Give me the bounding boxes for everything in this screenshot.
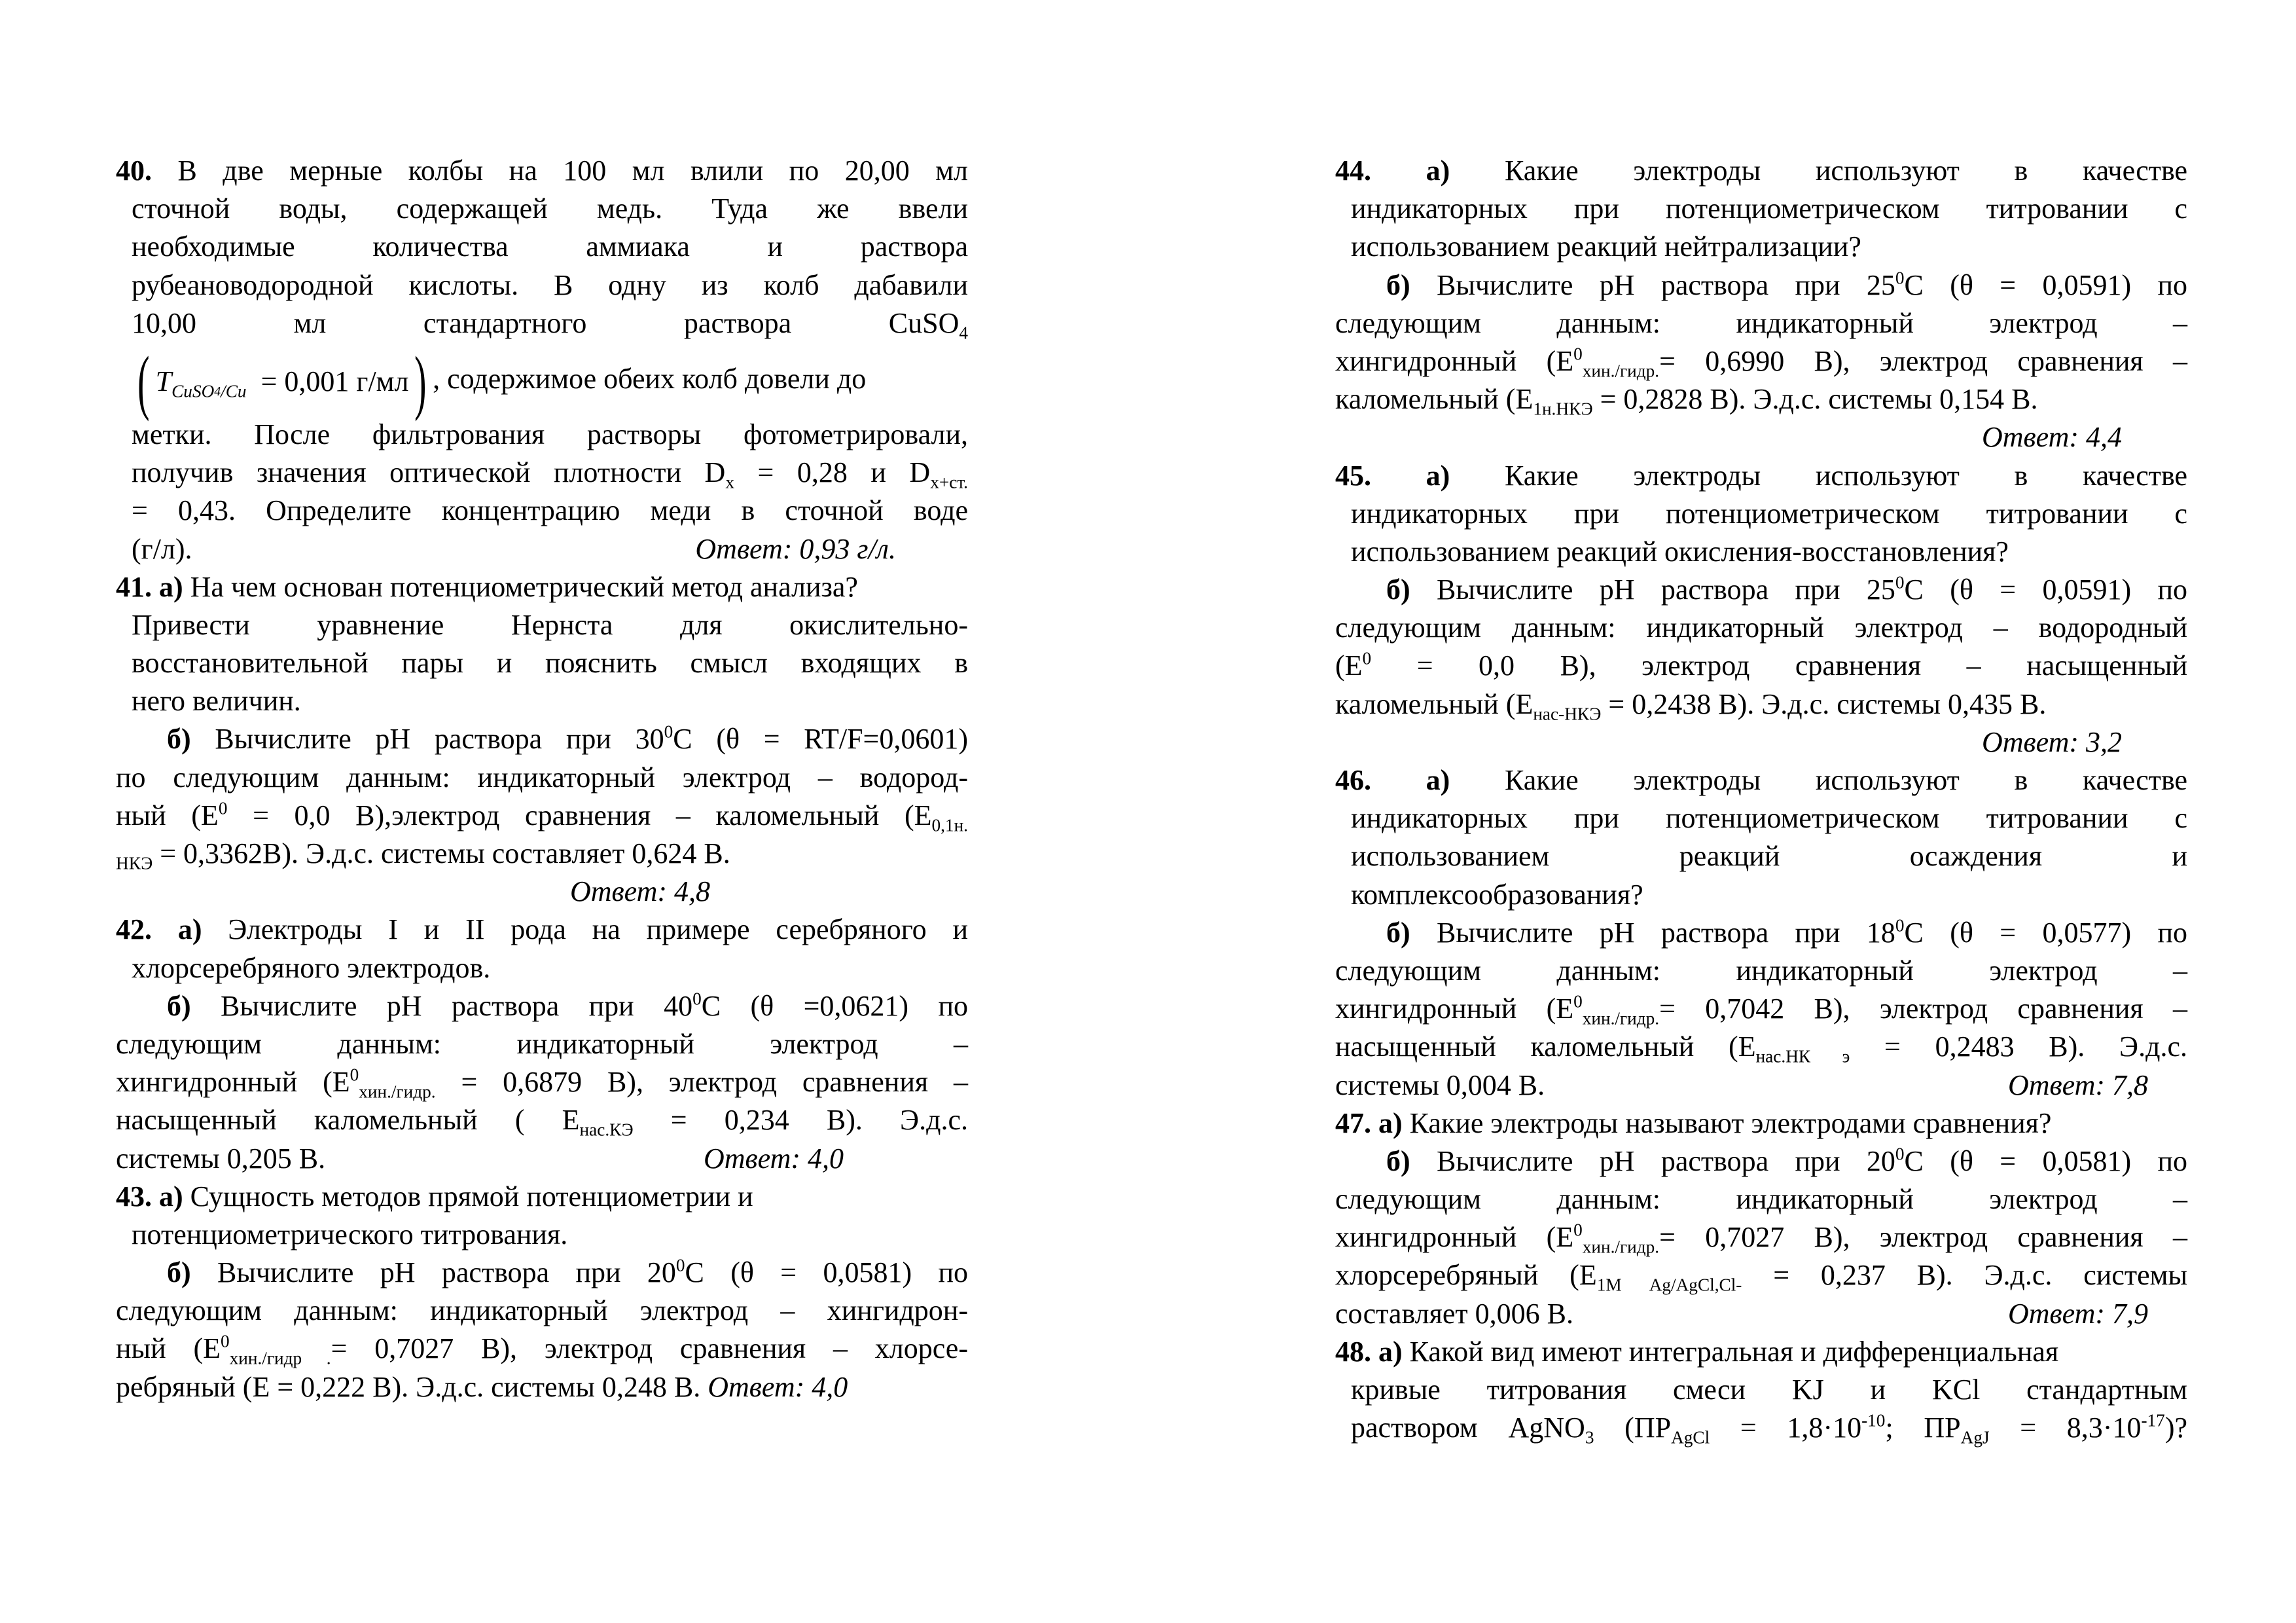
problem-44: 44. а) Какие электроды используют в качестве индикаторных при потенциометрическом титровании с использованием реакций нейтрализации? б) Вычислите pH раствора при $25^0C$ (θ = 0,0591) по следующим данным: индикаторный электрод – хингидронный ($E^0_{хин./гидр.}= 0,6990$ В), электрод сравнения – каломельный ($E_{1н.НКЭ} = 0,2828$ В). Э.д.с. системы 0,154 В. Ответ: 4,4 bbox=[1335, 152, 2187, 457]
problem-41: 41. а) На чем основан потенциометрический метод анализа? Привести уравнение Нернста для окислительно- восстановительной пары и пояснить смысл входящих в него величин. б) Вычислите pH раствора при $30^0C$ (θ = RT/F=0,0601) по следующим данным: индикаторный электрод – водород- ный ($E^0 = 0,0$ В),электрод сравнения – каломельный ($E_{0,1н.}$ $_{НКЭ}$ = 0,3362В). Э.д.с. системы составляет 0,624 В. Ответ: 4,8 bbox=[116, 568, 968, 911]
answer-41: Ответ: 4,8 bbox=[569, 875, 711, 908]
problem-47: 47. а) Какие электроды называют электродами сравнения? б) Вычислите pH раствора при $20^0C$ (θ = 0,0581) по следующим данным: индикаторный электрод – хингидронный ($E^0_{хин./гидр.}= 0,7027$ В), электрод сравнения – хлорсеребряный ($E_{1M Ag/AgCl,Cl-} = 0,237$ В). Э.д.с. системы составляет 0,006 В. Ответ: 7,9 bbox=[1335, 1104, 2187, 1333]
problem-48: 48. а) Какой вид имеют интегральная и дифференциальная кривые титрования смеси KJ и KCl стандартным раствором AgNO$_3$ ($ПР_{AgCl} = 1,8\cdot 10^{-10}$; $ПР_{AgJ} = 8,3\cdot 10^{-17}$)? bbox=[1335, 1335, 2188, 1448]
problem-45: 45. а) Какие электроды используют в качестве индикаторных при потенциометрическом титровании с использованием реакций окисления-восстановления? б) Вычислите pH раствора при $25^0C$ (θ = 0,0591) по следующим данным: индикаторный электрод – водородный ($E^0 = 0,0$ В), электрод сравнения – насыщенный каломельный ($E_{нас-НКЭ} = 0,2438$ В). Э.д.с. системы 0,435 В. Ответ: 3,2 bbox=[1335, 457, 2187, 762]
problem-46: 46. а) Какие электроды используют в качестве индикаторных при потенциометрическом титровании с использованием реакций осаждения и комплексообразования? б) Вычислите pH раствора при $18^0C$ (θ = 0,0577) по следующим данным: индикаторный электрод – хингидронный ($E^0_{хин./гидр.}= 0,7042$ В), электрод сравнения – насыщенный каломельный ($E_{нас.НК э} = 0,2483$ В). Э.д.с. системы 0,004 В. Ответ: 7,8 bbox=[1335, 761, 2187, 1104]
answer-46: Ответ: 7,8 bbox=[2007, 1068, 2148, 1101]
answer-40: Ответ: 0,93 г/л. bbox=[695, 532, 896, 565]
titer-formula: $T_{CuSO4/Cu} = 0,001$ г/мл bbox=[155, 365, 409, 401]
left-column bbox=[116, 152, 968, 1406]
answer-45: Ответ: 3,2 bbox=[1981, 725, 2122, 758]
answer-47: Ответ: 7,9 bbox=[2007, 1297, 2148, 1330]
formula-line: ( $T_{CuSO4/Cu} = 0,001$ г/мл) , содержимое обеих колб довели до bbox=[137, 341, 867, 422]
answer-44: Ответ: 4,4 bbox=[1981, 421, 2122, 454]
right-column bbox=[1335, 152, 2187, 1447]
problem-42: 42. а) Электроды I и II рода на примере серебряного и хлорсеребряного электродов. б) Вычислите pH раствора при $40^0C$ (θ =0,0621) по следующим данным: индикаторный электрод – хингидронный ($E^0_{хин./гидр.} = 0,6879$ В), электрод сравнения – насыщенный каломельный ( $E_{нас.КЭ} = 0,234$ В). Э.д.с. системы 0,205 В. Ответ: 4,0 bbox=[116, 911, 968, 1177]
answer-42: Ответ: 4,0 bbox=[703, 1142, 844, 1175]
problem-43: 43. а) Сущность методов прямой потенциометрии и потенциометрического титрования. б) Вычислите pH раствора при $20^0C$ (θ = 0,0581) по следующим данным: индикаторный электрод – хингидрон- ный ($E^0_{хин./гидр .}= 0,7027$ В), электрод сравнения – хлорсе- ребряный (E = 0,222 В). Э.д.с. системы 0,248 В. Ответ: 4,0 bbox=[116, 1180, 968, 1403]
problem-40: 40. В две мерные колбы на 100 мл влили по 20,00 мл сточной воды, содержащей медь. Туда же ввели необходимые количества аммиака и раствора рубеановодородной кислоты. В одну из колб дабавили 10,00 мл стандартного раствора CuSO$_4$ ( $T_{CuSO4/Cu} = 0,001$ г/мл) , содержимое обеих колб довели до метки. После фильтрования растворы фотометрировали, получив значения оптической плотности $D_x = 0,28$ и $D_{x+ст.}$ = 0,43. Определите концентрацию меди в сточной воде (г/л). Ответ: 0,93 г/л. bbox=[116, 152, 968, 568]
answer-43: Ответ: 4,0 bbox=[708, 1370, 848, 1403]
